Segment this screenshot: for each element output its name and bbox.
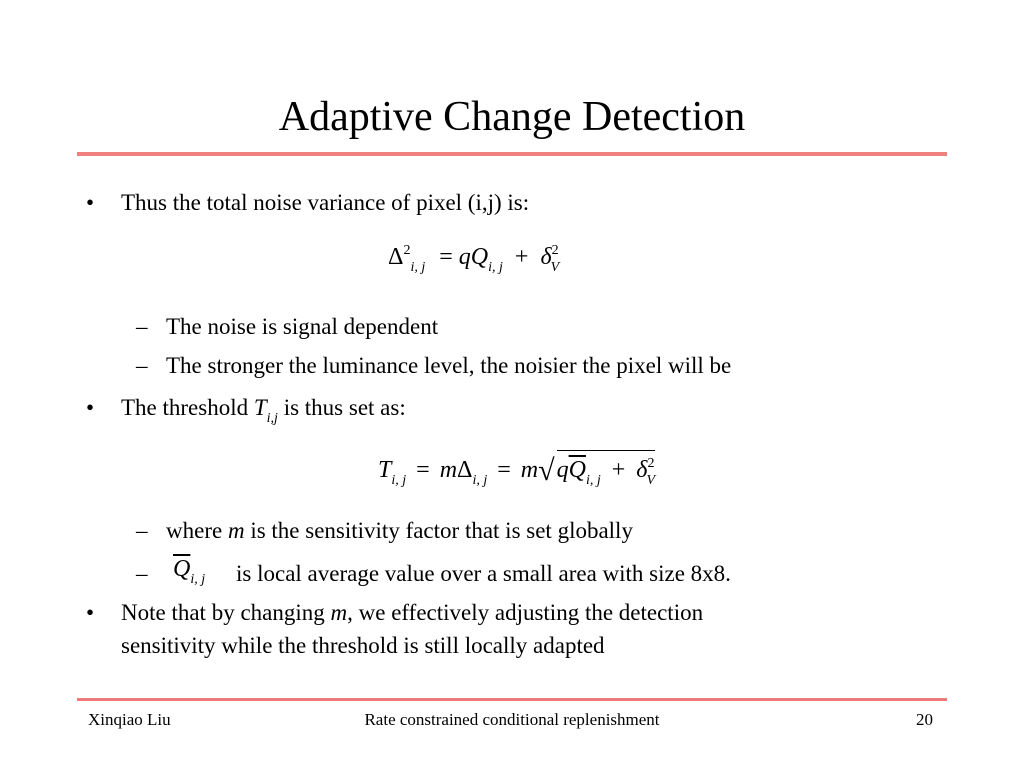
threshold-formula: $T_{i, j} = m\Delta_{i, j} = m√q\overline{Q}_{i, j} + \delta^2_V$ bbox=[378, 450, 655, 491]
bullet-marker: • bbox=[86, 600, 95, 625]
bullet-3-line-1: Note that by changing m, we effectively adjusting the detection bbox=[121, 600, 704, 625]
dash-marker: – bbox=[136, 353, 148, 378]
bullet-1-sub-2: The stronger the luminance level, the noisier the pixel will be bbox=[166, 353, 732, 378]
title-divider bbox=[77, 152, 947, 156]
footer-topic: Rate constrained conditional replenishment bbox=[364, 710, 660, 729]
bullet-3-line-2: sensitivity while the threshold is still locally adapted bbox=[121, 633, 605, 658]
dash-marker: – bbox=[136, 518, 148, 543]
dash-marker: – bbox=[136, 561, 148, 586]
slide-title: Adaptive Change Detection bbox=[278, 94, 746, 140]
bullet-marker: • bbox=[86, 395, 95, 420]
page-number: 20 bbox=[916, 710, 933, 729]
bullet-1-sub-1: The noise is signal dependent bbox=[166, 314, 439, 339]
bullet-marker: • bbox=[86, 190, 95, 215]
noise-variance-formula: $\Delta^2_{i, j} = qQ_{i, j} + \delta^2_V$ bbox=[388, 243, 560, 275]
footer-author: Xinqiao Liu bbox=[88, 710, 171, 729]
bullet-2-sub-1: where m is the sensitivity factor that is set globally bbox=[166, 518, 633, 543]
footer-divider bbox=[77, 698, 947, 701]
dash-marker: – bbox=[136, 314, 148, 339]
local-average-symbol: $\overline{Q}_{i, j}$ bbox=[173, 556, 206, 587]
bullet-1-text: Thus the total noise variance of pixel (i,j) is: bbox=[121, 190, 530, 215]
bullet-2-sub-2: is local average value over a small area with size 8x8. bbox=[236, 561, 731, 586]
bullet-2-text: The threshold $T_{i,j}$ is thus set as: bbox=[121, 395, 406, 426]
